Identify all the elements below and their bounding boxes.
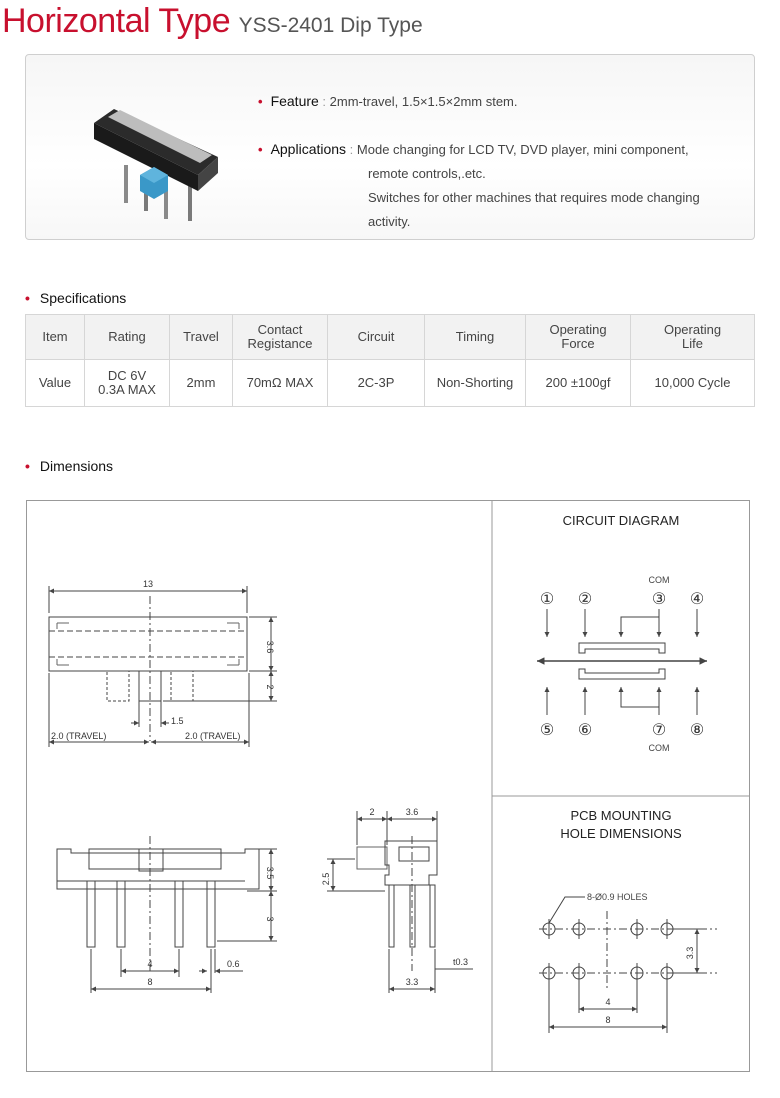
header-cell: Operating Force bbox=[526, 315, 631, 360]
dim-span: 8 bbox=[147, 977, 153, 987]
pcb-mounting bbox=[539, 808, 717, 1033]
value-cell: DC 6V 0.3A MAX bbox=[85, 360, 170, 407]
terminal-5: ⑤ bbox=[539, 722, 555, 739]
dim-row-gap: 3.3 bbox=[685, 946, 695, 960]
model-name: YSS-2401 Dip Type bbox=[238, 14, 423, 37]
feature-row: • Feature : 2mm-travel, 1.5×1.5×2mm stem. bbox=[258, 93, 518, 109]
title-main: Horizontal Type bbox=[2, 2, 231, 40]
bullet-icon: • bbox=[25, 458, 30, 474]
value-cell: 70mΩ MAX bbox=[233, 360, 328, 407]
terminal-6: ⑥ bbox=[577, 722, 593, 739]
drawing-svg bbox=[27, 501, 749, 1071]
applications-label: Applications bbox=[270, 141, 347, 157]
dim-side-stem: 2 bbox=[369, 807, 375, 817]
dim-height: 3.6 bbox=[265, 640, 275, 654]
dim-pin-width: 0.6 bbox=[227, 959, 240, 969]
page-title bbox=[2, 2, 423, 42]
com-label-top: COM bbox=[648, 575, 670, 585]
top-view bbox=[49, 579, 277, 747]
dim-stem-width: 1.5 bbox=[171, 716, 184, 726]
circuit-diagram bbox=[537, 513, 707, 753]
table-row bbox=[26, 360, 755, 407]
pcb-title-1: PCB MOUNTING bbox=[570, 808, 672, 823]
front-view bbox=[57, 836, 277, 993]
product-image bbox=[86, 95, 226, 225]
holes-label: 8-Ø0.9 HOLES bbox=[587, 892, 648, 902]
specifications-heading: • Specifications bbox=[25, 290, 127, 306]
dim-pin-height: 3 bbox=[265, 916, 275, 922]
dim-body-height: 3.5 bbox=[265, 866, 275, 880]
feature-panel bbox=[25, 54, 755, 240]
feature-text: 2mm-travel, 1.5×1.5×2mm stem. bbox=[329, 94, 518, 109]
dim-hole-pitch: 4 bbox=[605, 997, 611, 1007]
value-cell: 200 ±100gf bbox=[526, 360, 631, 407]
header-cell: Item bbox=[26, 315, 85, 360]
dim-hole-span: 8 bbox=[605, 1015, 611, 1025]
table-header-row bbox=[26, 315, 755, 360]
side-view bbox=[321, 807, 473, 993]
value-cell: 2mm bbox=[170, 360, 233, 407]
pcb-title-2: HOLE DIMENSIONS bbox=[560, 826, 682, 841]
terminal-1: ① bbox=[539, 591, 555, 608]
feature-label: Feature bbox=[270, 93, 319, 109]
value-cell: 10,000 Cycle bbox=[631, 360, 755, 407]
applications-line: Mode changing for LCD TV, DVD player, mini component, bbox=[356, 142, 689, 157]
terminal-8: ⑧ bbox=[689, 722, 705, 739]
applications-row: • Applications : Mode changing for LCD TV, DVD player, mini component, bbox=[258, 141, 689, 157]
dim-pin-span: 3.3 bbox=[405, 977, 419, 987]
bullet-icon: • bbox=[258, 142, 263, 157]
header-cell: Travel bbox=[170, 315, 233, 360]
dim-side-width: 3.6 bbox=[405, 807, 419, 817]
dim-travel-left: 2.0 (TRAVEL) bbox=[51, 731, 107, 741]
bullet-icon: • bbox=[25, 290, 30, 306]
terminal-2: ② bbox=[577, 591, 593, 608]
dim-travel-right: 2.0 (TRAVEL) bbox=[185, 731, 241, 741]
value-cell: Value bbox=[26, 360, 85, 407]
value-cell: Non-Shorting bbox=[425, 360, 526, 407]
dimensions-drawing bbox=[26, 500, 750, 1072]
header-cell: Timing bbox=[425, 315, 526, 360]
applications-line: activity. bbox=[368, 214, 411, 229]
value-cell: 2C-3P bbox=[328, 360, 425, 407]
terminal-3: ③ bbox=[651, 591, 667, 608]
com-label-bottom: COM bbox=[648, 743, 670, 753]
header-cell: Circuit bbox=[328, 315, 425, 360]
bullet-icon: • bbox=[258, 94, 263, 109]
header-cell: Contact Registance bbox=[233, 315, 328, 360]
header-cell: Operating Life bbox=[631, 315, 755, 360]
applications-line: remote controls,.etc. bbox=[368, 166, 486, 181]
specifications-table bbox=[25, 314, 755, 407]
dimensions-heading: • Dimensions bbox=[25, 458, 114, 474]
dim-pitch: 4 bbox=[147, 959, 153, 969]
dim-stem: 2 bbox=[265, 684, 275, 690]
dim-side-stem-height: 2.5 bbox=[321, 872, 331, 886]
header-cell: Rating bbox=[85, 315, 170, 360]
terminal-7: ⑦ bbox=[651, 722, 667, 739]
terminal-4: ④ bbox=[689, 591, 705, 608]
dim-width: 13 bbox=[142, 579, 154, 589]
circuit-title: CIRCUIT DIAGRAM bbox=[562, 513, 680, 528]
applications-line: Switches for other machines that requires mode changing bbox=[368, 190, 700, 205]
dim-pin-thickness: t0.3 bbox=[453, 957, 469, 967]
